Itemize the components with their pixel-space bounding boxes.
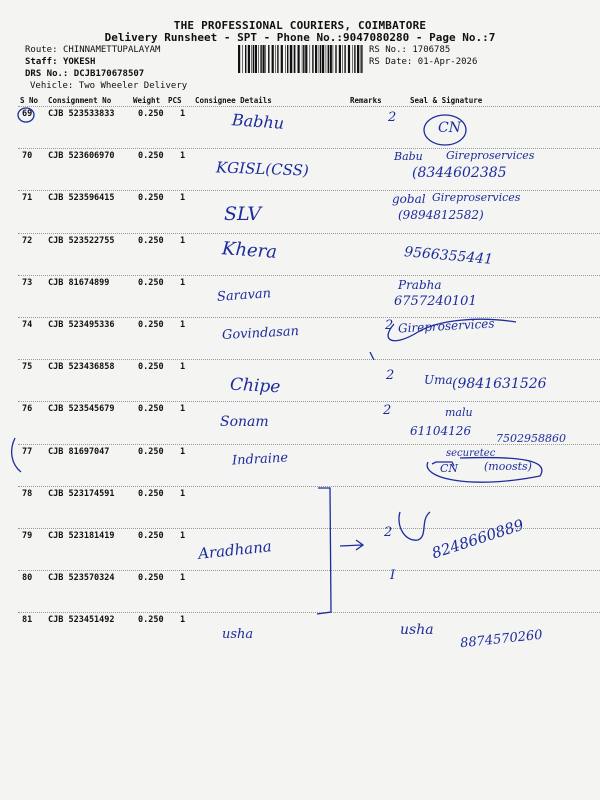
barcode-bar	[248, 45, 250, 73]
barcode-bar	[361, 45, 362, 73]
row-weight: 0.250	[138, 488, 164, 499]
row-weight: 0.250	[138, 573, 164, 584]
barcode-bar	[238, 45, 240, 73]
barcode-bar	[294, 45, 295, 73]
row-divider	[18, 233, 600, 234]
row-pcs: 1	[180, 362, 186, 373]
handwritten-remark: I	[390, 568, 396, 583]
handwritten-phone: 9566355441	[403, 244, 494, 268]
row-consignment-no: CJB 523596415	[48, 193, 115, 204]
barcode-bar	[322, 45, 324, 73]
row-consignment-no: CJB 523545679	[48, 404, 115, 415]
row-consignment-no: CJB 523606970	[48, 151, 115, 162]
handwritten-consignee: Saravan	[216, 286, 272, 305]
row-consignment-no: CJB 523495336	[48, 320, 115, 330]
row-sno: 80	[22, 573, 33, 584]
handwritten-consignee: SLV	[224, 203, 262, 225]
handwritten-seal: CN	[440, 462, 459, 475]
row-pcs: 1	[180, 277, 186, 288]
handwritten-signature: Babu	[394, 150, 423, 163]
col-consignee: Consignee Details	[195, 96, 272, 105]
rs-date-value: 01-Apr-2026	[417, 57, 478, 67]
handwritten-phone: (8344602385	[412, 165, 507, 181]
barcode-bar	[335, 45, 336, 73]
row-weight: 0.250	[138, 615, 164, 626]
barcode-bar	[272, 45, 274, 73]
barcode-bar	[293, 45, 294, 73]
row-sno: 81	[22, 615, 33, 626]
barcode-bar	[263, 45, 265, 73]
row-sno: 77	[22, 446, 33, 457]
row-weight: 0.250	[138, 404, 164, 415]
row-sno: 78	[22, 488, 33, 499]
row-consignment-no: CJB 523174591	[48, 488, 115, 499]
handwritten-phone: (9894812582)	[398, 208, 484, 222]
header-rule	[18, 106, 600, 107]
handwritten-seal: Gireproservices	[397, 316, 495, 336]
row-sno: 76	[22, 404, 33, 415]
barcode-bar	[287, 45, 288, 73]
handwritten-signature: usha	[400, 622, 434, 638]
barcode-bar	[326, 45, 327, 73]
col-remarks: Remarks	[350, 96, 382, 105]
barcode-bar	[357, 45, 359, 73]
rs-date-line	[369, 57, 477, 67]
drs-value: DCJB170678507	[73, 69, 145, 79]
row-consignment-no: CJB 523522755	[48, 235, 115, 246]
handwritten-remark: 2	[384, 525, 393, 540]
row-weight: 0.250	[138, 531, 164, 541]
row-sno: 79	[22, 531, 33, 541]
barcode-image	[238, 45, 363, 73]
handwritten-phone: 6757240101	[394, 294, 477, 309]
row-consignment-no: CJB 81697047	[48, 446, 110, 457]
row-pcs: 1	[180, 446, 186, 457]
row-weight: 0.250	[138, 109, 164, 119]
barcode-bar	[277, 45, 278, 73]
handwritten-remark: 2	[383, 403, 392, 418]
table-row	[0, 236, 600, 278]
row-pcs: 1	[180, 151, 186, 162]
row-sno: 75	[22, 362, 33, 373]
row-pcs: 1	[180, 193, 186, 204]
handwritten-signature: Prabha	[398, 278, 442, 292]
row-pcs: 1	[180, 109, 186, 119]
rs-date-label: RS Date:	[369, 57, 413, 67]
drs-line	[25, 69, 144, 79]
row-sno: 73	[22, 277, 33, 288]
handwritten-seal: securetec	[446, 448, 496, 459]
row-weight: 0.250	[138, 362, 164, 373]
row-weight: 0.250	[138, 151, 164, 162]
row-pcs: 1	[180, 615, 186, 626]
route-value: CHINNAMETTUPALAYAM	[62, 45, 161, 55]
staff-value: YOKESH	[62, 57, 96, 67]
barcode-bar	[285, 45, 286, 73]
row-consignment-no: CJB 523533833	[48, 109, 115, 119]
rs-no-value: 1706785	[412, 45, 451, 55]
row-pcs: 1	[180, 235, 186, 246]
col-pcs: PCS	[168, 96, 182, 105]
barcode-bar	[328, 45, 329, 73]
barcode-bar	[348, 45, 350, 73]
row-divider	[18, 275, 600, 276]
row-sno: 71	[22, 193, 33, 204]
handwritten-signature: malu	[445, 406, 473, 419]
barcode-bar	[260, 45, 261, 73]
handwritten-phone: (9841631526	[452, 376, 547, 392]
barcode-bar	[253, 45, 254, 73]
barcode-bar	[342, 45, 343, 73]
barcode-bar	[290, 45, 292, 73]
handwritten-consignee: Khera	[221, 238, 278, 263]
barcode-bar	[319, 45, 320, 73]
row-divider	[18, 401, 600, 402]
handwritten-phone: 8874570260	[459, 627, 544, 652]
staff-line	[25, 57, 95, 67]
handwritten-number: 61104126	[410, 424, 472, 438]
row-consignment-no: CJB 523436858	[48, 362, 115, 373]
row-pcs: 1	[180, 488, 186, 499]
barcode-bar	[354, 45, 355, 73]
table-row	[0, 573, 600, 615]
barcode-bar	[330, 45, 332, 73]
barcode-bar	[303, 45, 304, 73]
col-seal: Seal & Signature	[410, 96, 483, 105]
handwritten-consignee: Sonam	[220, 414, 269, 430]
handwritten-remark: 2	[386, 368, 395, 383]
vehicle-label: Vehicle:	[30, 81, 74, 91]
barcode-bar	[255, 45, 257, 73]
barcode-bar	[315, 45, 317, 73]
row-weight: 0.250	[138, 193, 164, 204]
vehicle-value: Two Wheeler Delivery	[78, 81, 188, 91]
row-sno: 72	[22, 235, 33, 246]
row-pcs: 1	[180, 573, 186, 584]
vehicle-line	[30, 81, 187, 91]
rs-no-label: RS No.:	[369, 45, 407, 55]
row-weight: 0.250	[138, 235, 164, 246]
handwritten-signature: Uma	[424, 373, 453, 387]
barcode-bar	[333, 45, 334, 73]
barcode-bar	[251, 45, 252, 73]
row-consignment-no: CJB 523570324	[48, 573, 115, 584]
route-line	[25, 45, 160, 55]
handwritten-phone: 7502958860	[496, 432, 566, 445]
row-pcs: 1	[180, 404, 186, 415]
handwritten-consignee: Govindasan	[221, 323, 300, 344]
col-consignment: Consignment No	[48, 96, 112, 105]
barcode-bar	[310, 45, 311, 73]
col-weight: Weight	[133, 96, 161, 105]
row-pcs: 1	[180, 531, 186, 541]
handwritten-consignee: Babhu	[231, 110, 285, 133]
row-divider	[18, 317, 600, 318]
handwritten-seal: Gireproservices	[446, 149, 535, 162]
staff-label: Staff:	[25, 57, 58, 67]
row-consignment-no: CJB 81674899	[48, 277, 110, 288]
barcode-bar	[275, 45, 276, 73]
company-title: THE PROFESSIONAL COURIERS, COIMBATORE	[173, 19, 427, 32]
handwritten-consignee: Aradhana	[197, 537, 273, 563]
row-consignment-no: CJB 523451492	[48, 615, 115, 626]
handwritten-consignee: KGISL(CSS)	[215, 158, 310, 180]
barcode-bar	[320, 45, 321, 73]
barcode-bar	[339, 45, 341, 73]
row-sno: 74	[22, 320, 33, 330]
handwritten-consignee: usha	[222, 627, 254, 642]
handwritten-remark: 2	[388, 110, 397, 125]
row-divider	[18, 359, 600, 360]
drs-label: DRS No.:	[25, 69, 69, 79]
row-weight: 0.250	[138, 320, 164, 330]
handwritten-consignee: Chipe	[229, 374, 281, 398]
barcode-bar	[242, 45, 243, 73]
row-sno: 70	[22, 151, 33, 162]
barcode-bar	[258, 45, 259, 73]
handwritten-seal: CN	[438, 120, 461, 136]
barcode-bar	[312, 45, 313, 73]
barcode-bar	[344, 45, 345, 73]
handwritten-consignee: Indraine	[231, 450, 289, 469]
handwritten-seal: Gireproservices	[432, 191, 521, 204]
row-weight: 0.250	[138, 277, 164, 288]
row-weight: 0.250	[138, 446, 164, 457]
runsheet-subtitle: Delivery Runsheet - SPT - Phone No.:9047080280 - Page No.:7	[104, 31, 496, 44]
row-consignment-no: CJB 523181419	[48, 531, 115, 541]
handwritten-seal: (moosts)	[484, 460, 532, 473]
barcode-bar	[245, 45, 246, 73]
table-row	[0, 278, 600, 320]
table-row	[0, 320, 600, 362]
handwritten-signature: gobal	[392, 192, 426, 206]
barcode-bar	[298, 45, 300, 73]
route-label: Route:	[25, 45, 58, 55]
barcode-bar	[305, 45, 307, 73]
barcode-bar	[360, 45, 361, 73]
handwritten-remark: 2	[385, 318, 394, 333]
row-sno: 69	[22, 109, 33, 119]
col-sno: S No	[20, 96, 39, 105]
handwritten-phone: 8248660889	[429, 515, 526, 563]
row-divider	[18, 612, 600, 613]
barcode-bar	[268, 45, 269, 73]
row-pcs: 1	[180, 320, 186, 330]
barcode-bar	[265, 45, 266, 73]
table-row	[0, 109, 600, 151]
barcode-bar	[281, 45, 283, 73]
row-divider	[18, 570, 600, 571]
barcode-bar	[352, 45, 353, 73]
row-divider	[18, 486, 600, 487]
barcode-bar	[302, 45, 303, 73]
rs-no-line	[369, 45, 450, 55]
